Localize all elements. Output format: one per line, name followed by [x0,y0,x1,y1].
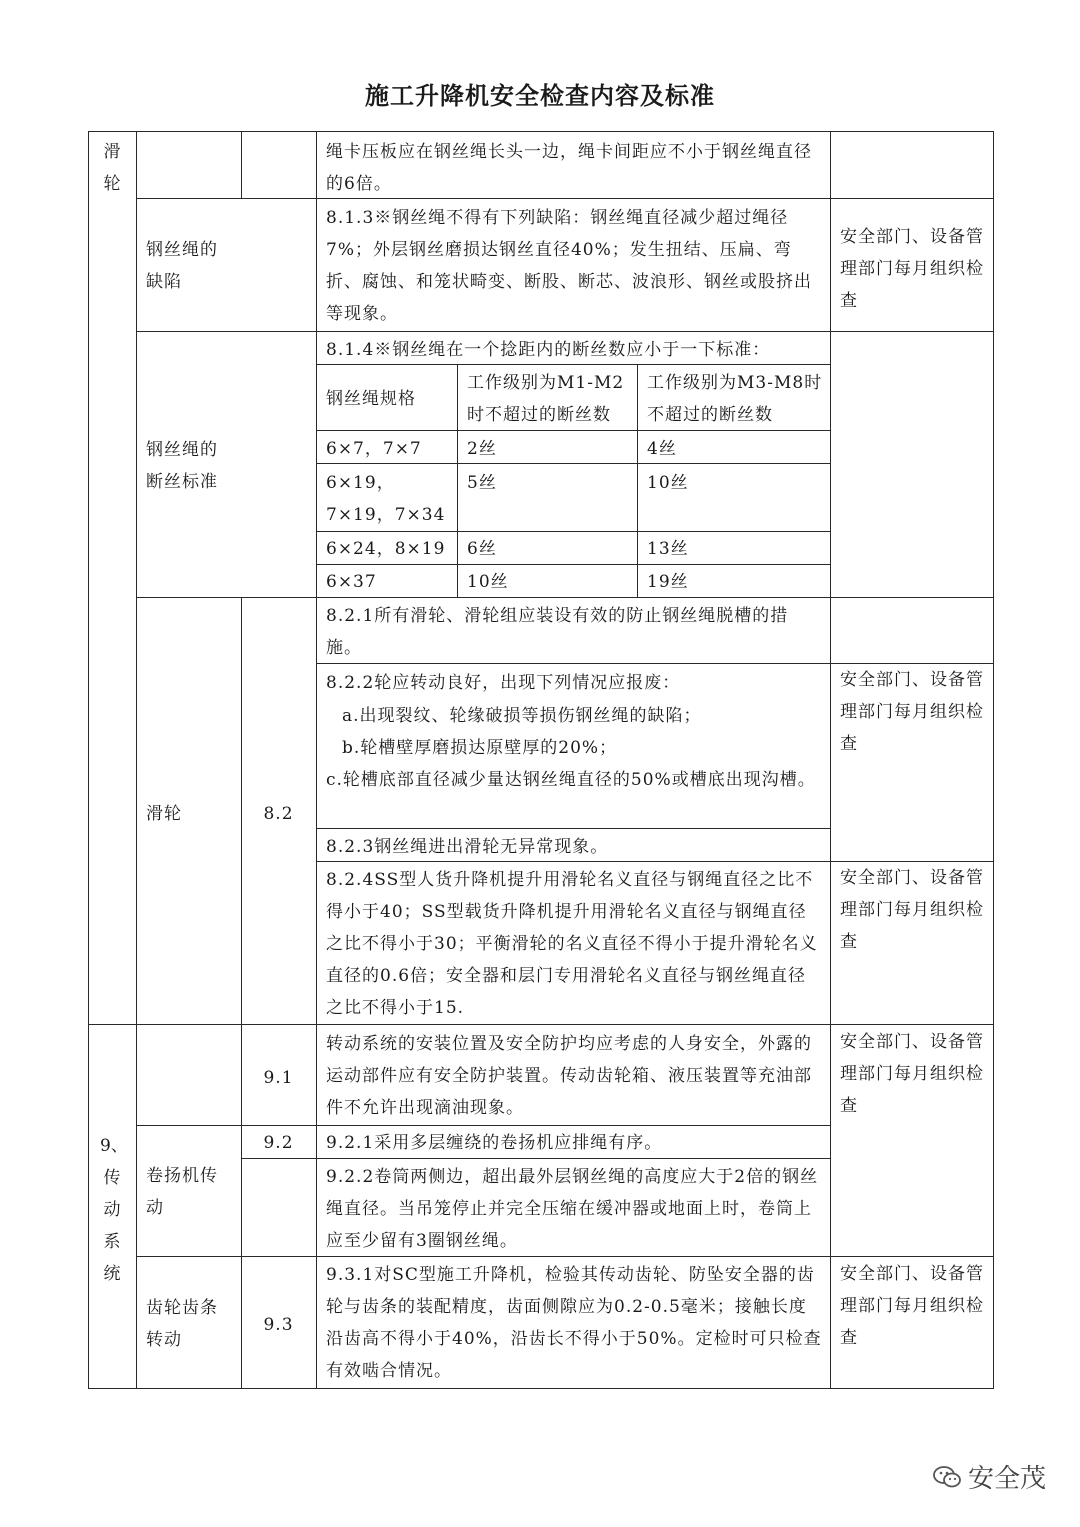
table-cell: 4丝 [647,439,677,459]
num-9-1: 9.1 [263,1068,294,1088]
table-header: 工作级别为M1-M2时不超过的断丝数 [467,373,625,425]
table-left-border [88,131,89,1389]
content-rope-clip: 绳卡压板应在钢丝绳长头一边，绳卡间距应不小于钢丝绳直径的6倍。 [326,142,812,194]
dept-rope-defects: 安全部门、设备管理部门每月组织检查 [840,227,984,311]
content-9-2-1: 9.2.1采用多层缠绕的卷扬机应排绳有序。 [326,1133,663,1153]
table-top-border [88,131,993,132]
table-cell: 6×7，7×7 [326,439,422,459]
table-cell: 5丝 [467,473,497,493]
col-divider [830,131,831,1389]
table-header: 钢丝绳规格 [326,389,416,409]
table-cell: 10丝 [647,473,689,493]
dept-9-1: 安全部门、设备管理部门每月组织检查 [840,1032,984,1116]
table-cell: 13丝 [647,539,689,559]
content-8-2-2-title: 8.2.2轮应转动良好，出现下列情况应报废： [326,673,681,693]
table-cell: 6丝 [467,539,497,559]
content-8-2-3: 8.2.3钢丝绳进出滑轮无异常现象。 [326,837,609,857]
dept-9-3: 安全部门、设备管理部门每月组织检查 [840,1264,984,1348]
table-cell: 6×19，7×19，7×34 [326,473,446,525]
col-divider [241,131,242,198]
table-cell: 19丝 [647,572,689,592]
content-broken-wire-intro: 8.1.4※钢丝绳在一个捻距内的断丝数应小于一下标准： [326,340,771,360]
content-8-2-4: 8.2.4SS型人货升降机提升用滑轮名义直径与钢绳直径之比不得小于40；SS型载货升降机提升用滑轮名义直径与钢绳直径之比不得小于30；平衡滑轮的名义直径不得小于提升滑轮名义直径的0.6倍；安全器和层门专用滑轮名义直径与钢丝绳直径之比不得小于15. [326,870,818,1018]
content-rope-defects: 8.1.3※钢丝绳不得有下列缺陷：钢丝绳直径减少超过绳径7%；外层钢丝磨损达钢丝直径40%；发生扭结、压扁、弯折、腐蚀、和笼状畸变、断股、断芯、波浪形、钢丝或股挤出等现象。 [326,208,812,324]
col-divider [316,131,317,1389]
watermark [932,1458,1046,1495]
item-winch-drive: 卷扬机传动 [146,1166,218,1218]
table-bottom-border [88,1388,993,1389]
watermark-text: 安全茂 [968,1464,1047,1494]
num-9-2: 9.2 [263,1133,294,1153]
content-9-2-2: 9.2.2卷筒两侧边，超出最外层钢丝绳的高度应大于2倍的钢丝绳直径。当吊笼停止并完全压缩在缓冲器或地面上时，卷筒上应至少留有3圈钢丝绳。 [326,1167,819,1251]
page-title: 施工升降机安全检查内容及标准 [365,81,715,110]
wechat-icon [932,1464,962,1490]
content-8-2-2-c: c.轮槽底部直径减少量达钢丝绳直径的50%或槽底出现沟槽。 [326,770,816,790]
table-cell: 10丝 [467,572,509,592]
row-divider [88,1024,993,1025]
col-divider [136,131,137,1389]
num-8-2: 8.2 [263,804,294,824]
content-9-3-1: 9.3.1对SC型施工升降机，检验其传动齿轮、防坠安全器的齿轮与齿条的装配精度，齿面侧隙应为0.2-0.5毫米；接触长度沿齿高不得小于40%，沿齿长不得小于50%。定检时可只检查有效啮合情况。 [326,1265,822,1381]
table-cell: 6×24，8×19 [326,539,446,559]
dept-8-2-4: 安全部门、设备管理部门每月组织检查 [840,868,984,952]
row-divider [136,331,993,332]
content-8-2-2-b: b.轮槽壁厚磨损达原壁厚的20%； [342,738,618,758]
content-8-2-2-a: a.出现裂纹、轮缘破损等损伤钢丝绳的缺陷； [342,706,702,726]
col-divider [637,364,638,597]
dept-8-2-2: 安全部门、设备管理部门每月组织检查 [840,670,984,754]
col-divider [457,364,458,597]
table-cell: 2丝 [467,439,497,459]
table-right-border [993,131,994,1389]
item-rack-pinion: 齿轮齿条转动 [146,1298,218,1350]
table-header: 工作级别为M3-M8时不超过的断丝数 [647,373,823,425]
row-divider [316,828,830,829]
content-9-1: 转动系统的安装位置及安全防护均应考虑的人身安全，外露的运动部件应有安全防护装置。传动齿轮箱、液压装置等充油部件不允许出现滴油现象。 [326,1034,812,1118]
num-9-3: 9.3 [263,1315,294,1335]
item-broken-wire: 钢丝绳的断丝标准 [146,440,218,492]
category-pulley: 滑轮 [103,142,121,194]
col-divider [241,597,242,1388]
category-transmission: 9、传动系统 [100,1136,128,1284]
content-8-2-1: 8.2.1所有滑轮、滑轮组应装设有效的防止钢丝绳脱槽的措施。 [326,606,789,658]
row-divider [316,531,830,532]
table-cell: 6×37 [326,572,377,592]
item-pulley: 滑轮 [146,804,182,824]
item-rope-defects: 钢丝绳的缺陷 [146,240,218,292]
